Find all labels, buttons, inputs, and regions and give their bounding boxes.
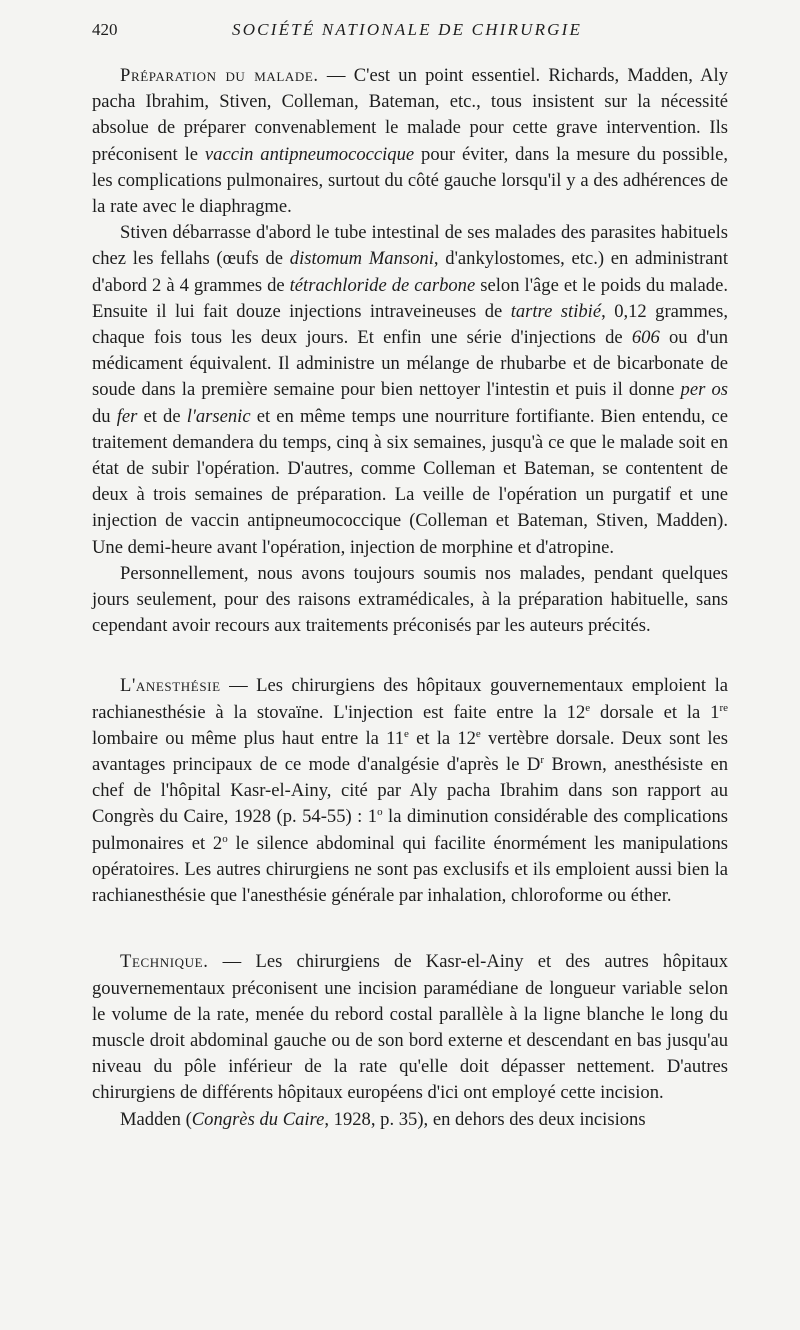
paragraph-preparation: Préparation du malade. — C'est un point essentiel. Richards, Madden, Aly pacha Ibrahim, Stiven, Colleman, Bateman, etc., tous insistent sur la nécessité absolue de préparer convenablement le malade pour cette grave intervention. Ils préconisent le vaccin antipneumococcique pour éviter, dans la mesure du possible, les complications pulmonaires, surtout du côté gauche lorsqu'il y a des adhérences de la rate avec le diaphragme. (92, 65, 728, 218)
page-number: 420 (92, 20, 118, 39)
section-heading-preparation: Préparation du malade. (120, 65, 319, 86)
section-spacer (92, 639, 728, 673)
paragraph-stiven: Stiven débarrasse d'abord le tube intestinal de ses malades des parasites habituels chez les fellahs (œufs de distomum Mansoni, d'ankylostomes, etc.) en administrant d'abord 2 à 4 grammes de tétrachloride de carbone selon l'âge et le poids du malade. Ensuite il lui fait douze injections intraveineuses de tartre stibié, 0,12 grammes, chaque fois tous les deux jours. Et enfin une série d'injections de 606 ou d'un médicament équivalent. Il administre un mélange de rhubarbe et de bicarbonate de soude dans la première semaine pour bien nettoyer l'intestin et puis il donne per os du fer et de l'arsenic et en même temps une nourriture fortifiante. Bien entendu, ce traitement demandera du temps, cinq à six semaines, jusqu'à ce que le malade soit en état de subir l'opération. D'autres, comme Colleman et Bateman, se contentent de deux à trois semaines de préparation. La veille de l'opération un purgatif et une injection de vaccin antipneumococcique (Colleman et Bateman, Stiven, Madden). Une demi-heure avant l'opération, injection de morphine et d'atropine. (92, 222, 729, 558)
paragraph-anesthesie: L'anesthésie — Les chirurgiens des hôpitaux gouvernementaux emploient la rachianesthésie à la stovaïne. L'injection est faite entre la 12e dorsale et la 1re lombaire ou même plus haut entre la 11e et la 12e vertèbre dorsale. Deux sont les avantages principaux de ce mode d'analgésie d'après le $D^r$ Brown, anesthésiste en chef de l'hôpital Kasr-el-Ainy, cité par Aly pacha Ibrahim dans son rapport au Congrès du Caire, 1928 (p. 54-55) : 1$^o$ la diminution considérable des complications pulmonaires et 2$^o$ le silence abdominal qui facilite énormément les manipulations opératoires. Les autres chirurgiens ne sont pas exclusifs et ils emploient aussi bien la rachianesthésie que l'anesthésie générale par inhalation, chloroforme ou éther. (92, 675, 728, 907)
section-heading-technique: Technique. (120, 951, 209, 973)
paragraph-madden: Madden (Congrès du Caire, 1928, p. 35), en dehors des deux incisions (120, 1108, 646, 1130)
paragraph-technique: Technique. — Les chirurgiens de Kasr-el-Ainy et des autres hôpitaux gouvernementaux préconisent une incision paramédiane de longueur variable selon le volume de la rate, menée du rebord costal parallèle à la ligne blanche le long du muscle droit abdominal gauche ou de son bord externe et descendant en bas jusqu'au niveau du pôle inférieur de la rate qu'elle doit dépasser nettement. D'autres chirurgiens de différents hôpitaux européens d'ici ont employé cette incision. (92, 951, 728, 1104)
page-body (92, 63, 728, 1133)
section-spacer (92, 909, 728, 949)
section-heading-anesthesie: L'anesthésie (120, 675, 221, 697)
page-header (92, 20, 728, 44)
paragraph-personnellement: Personnellement, nous avons toujours soumis nos malades, pendant quelques jours seulement, pour des raisons extramédicales, à la préparation habituelle, sans cependant avoir recours aux traitements préconisés par les auteurs précités. (92, 562, 728, 637)
running-title: SOCIÉTÉ NATIONALE DE CHIRURGIE (232, 20, 583, 39)
